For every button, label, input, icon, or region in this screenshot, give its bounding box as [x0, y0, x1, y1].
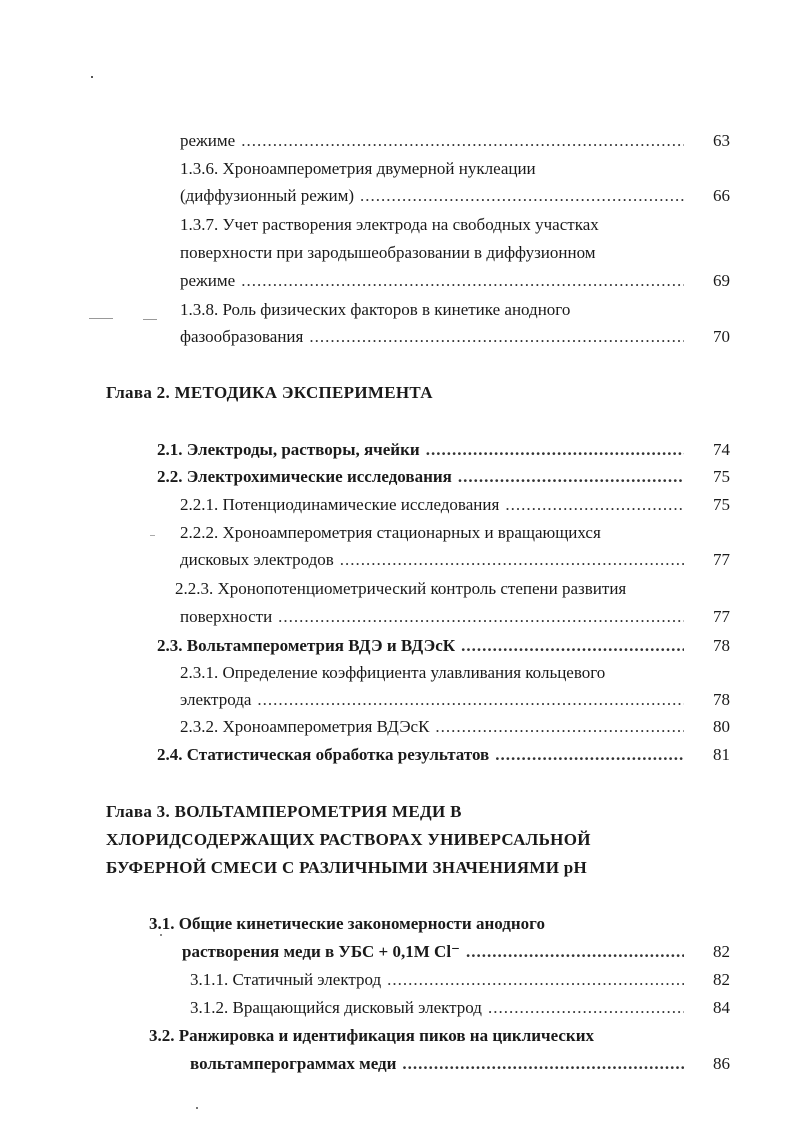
- toc-entry[interactable]: 1.3.6. Хроноамперометрия двумерной нуклеации: [180, 159, 536, 178]
- dot-leader: [387, 969, 684, 991]
- dot-leader: [435, 716, 684, 738]
- dot-leader: [257, 689, 684, 711]
- page-number: 74: [713, 440, 730, 459]
- page-number: 75: [713, 467, 730, 486]
- dot-leader: [241, 270, 684, 292]
- scan-speck: [160, 934, 162, 936]
- scan-mark: [89, 318, 113, 319]
- toc-entry[interactable]: 2.1. Электроды, растворы, ячейки .....: [157, 439, 686, 461]
- page-number: 75: [713, 495, 730, 514]
- scan-speck: [91, 76, 93, 78]
- dot-leader: [495, 744, 684, 766]
- toc-entry[interactable]: 1.3.8. Роль физических факторов в кинетике анодного: [180, 300, 571, 319]
- page-number: 82: [713, 970, 730, 989]
- dot-leader: [340, 549, 684, 571]
- dot-leader: [241, 130, 684, 152]
- page-number: 66: [713, 186, 730, 205]
- toc-entry[interactable]: 2.4. Статистическая обработка результатов .....: [157, 744, 686, 766]
- toc-entry[interactable]: (диффузионный режим) .....: [180, 185, 686, 207]
- chapter-heading: ХЛОРИДСОДЕРЖАЩИХ РАСТВОРАХ УНИВЕРСАЛЬНОЙ: [106, 830, 591, 849]
- scan-mark: [143, 319, 157, 320]
- page-number: 81: [713, 745, 730, 764]
- toc-entry[interactable]: поверхности при зародышеобразовании в диффузионном: [180, 243, 596, 262]
- scan-mark: [150, 535, 155, 536]
- toc-entry[interactable]: 2.2.2. Хроноамперометрия стационарных и вращающихся: [180, 523, 601, 542]
- toc-entry[interactable]: режиме .....: [180, 130, 686, 152]
- page-number: 77: [713, 607, 730, 626]
- page-number: 82: [713, 942, 730, 961]
- toc-entry[interactable]: дисковых электродов .....: [180, 549, 686, 571]
- dot-leader: [278, 606, 684, 628]
- dot-leader: [466, 941, 684, 963]
- toc-entry[interactable]: растворения меди в УБС + 0,1М Cl⁻ .....: [182, 941, 686, 963]
- toc-entry[interactable]: 3.1. Общие кинетические закономерности анодного: [149, 914, 545, 933]
- toc-entry[interactable]: вольтамперограммах меди .....: [190, 1053, 686, 1075]
- toc-entry[interactable]: режиме .....: [180, 270, 686, 292]
- dot-leader: [360, 185, 684, 207]
- toc-entry[interactable]: 3.1.2. Вращающийся дисковый электрод .....: [190, 997, 686, 1019]
- toc-entry[interactable]: электрода .....: [180, 689, 686, 711]
- dot-leader: [505, 494, 684, 516]
- toc-entry[interactable]: 3.2. Ранжировка и идентификация пиков на циклических: [149, 1026, 595, 1045]
- toc-entry[interactable]: 2.2.1. Потенциодинамические исследования .....: [180, 494, 686, 516]
- toc-entry[interactable]: 2.3. Вольтамперометрия ВДЭ и ВДЭсК .....: [157, 635, 686, 657]
- toc-entry[interactable]: 1.3.7. Учет растворения электрода на свободных участках: [180, 215, 599, 234]
- dot-leader: [458, 466, 684, 488]
- page-number: 70: [713, 327, 730, 346]
- toc-entry[interactable]: 2.3.2. Хроноамперометрия ВДЭсК .....: [180, 716, 686, 738]
- chapter-heading: БУФЕРНОЙ СМЕСИ С РАЗЛИЧНЫМИ ЗНАЧЕНИЯМИ рН: [106, 858, 588, 877]
- scan-speck: [196, 1107, 198, 1109]
- dot-leader: [426, 439, 684, 461]
- page-number: 84: [713, 998, 730, 1017]
- page-number: 78: [713, 636, 730, 655]
- page-number: 78: [713, 690, 730, 709]
- page-number: 69: [713, 271, 730, 290]
- toc-entry[interactable]: поверхности .....: [180, 606, 686, 628]
- page-number: 77: [713, 550, 730, 569]
- page-number: 80: [713, 717, 730, 736]
- toc-entry[interactable]: 2.2. Электрохимические исследования .....: [157, 466, 686, 488]
- dot-leader: [488, 997, 684, 1019]
- page-number: 63: [713, 131, 730, 150]
- toc-entry[interactable]: 2.2.3. Хронопотенциометрический контроль степени развития: [175, 579, 627, 598]
- dot-leader: [461, 635, 684, 657]
- toc-entry[interactable]: 2.3.1. Определение коэффициента улавливания кольцевого: [180, 663, 606, 682]
- chapter-heading[interactable]: Глава 3. ВОЛЬТАМПЕРОМЕТРИЯ МЕДИ В: [106, 802, 462, 821]
- page-number: 86: [713, 1054, 730, 1073]
- dot-leader: [309, 326, 684, 348]
- dot-leader: [402, 1053, 684, 1075]
- chapter-heading[interactable]: Глава 2. МЕТОДИКА ЭКСПЕРИМЕНТА: [106, 383, 433, 402]
- toc-entry[interactable]: 3.1.1. Статичный электрод .....: [190, 969, 686, 991]
- toc-entry[interactable]: фазообразования .....: [180, 326, 686, 348]
